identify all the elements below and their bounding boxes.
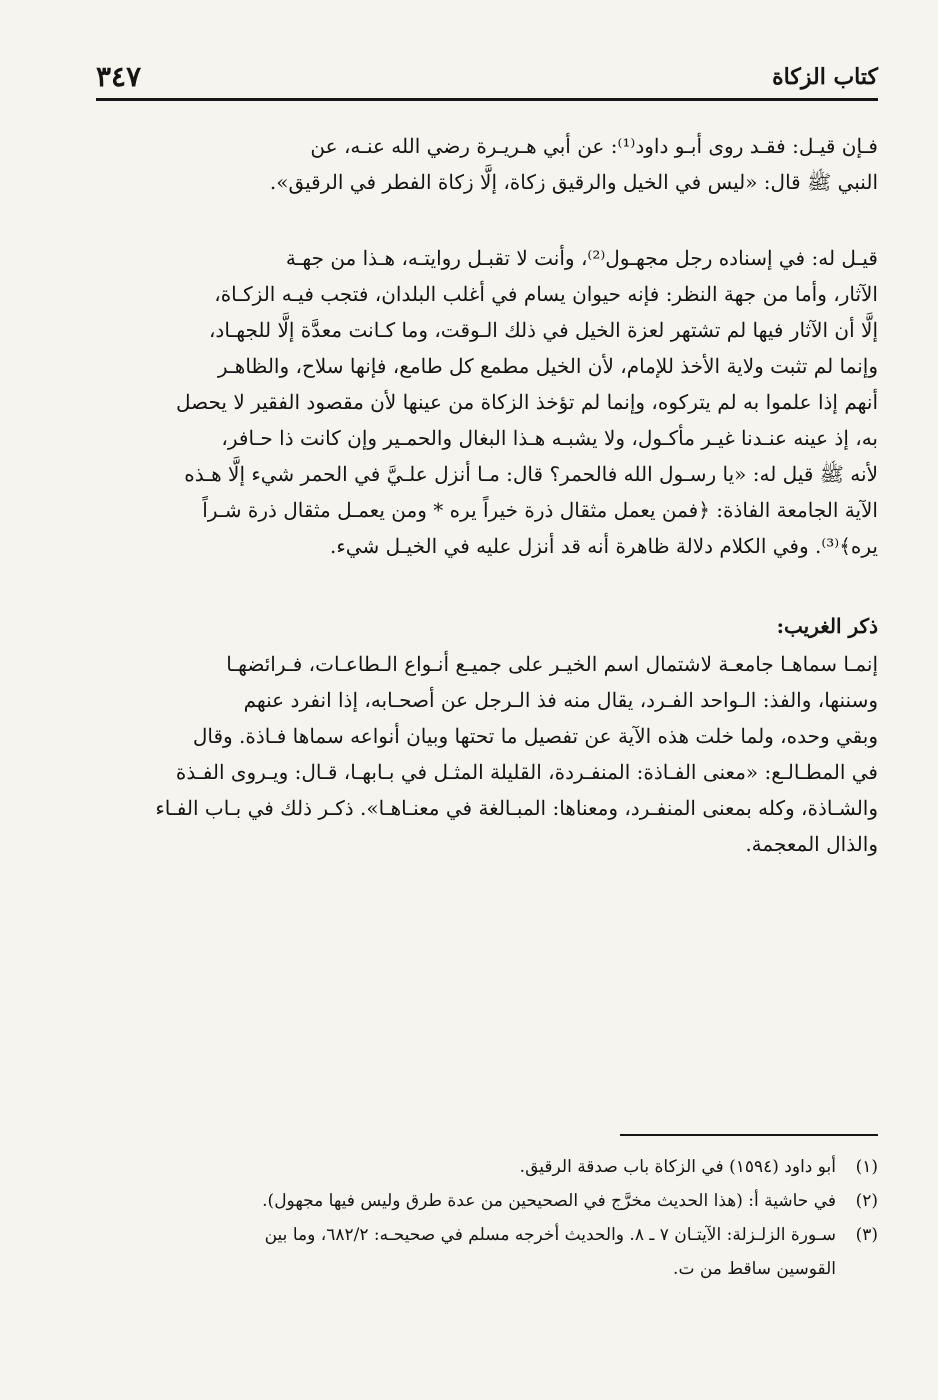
text-line: وإنما لم تثبت ولاية الأخذ للإمام، لأن الخيل مطمع كل طامع، فإنها سلاح، والظاهـر	[217, 354, 878, 378]
chapter-title: كتاب الزكاة	[772, 64, 878, 90]
main-text	[100, 128, 878, 862]
footnote-line: في حاشية أ: (هذا الحديث مخرَّج في الصحيحين من عدة طرق وليس فيها مجهول).	[262, 1191, 836, 1211]
text-line: الآثار، وأما من جهة النظر: فإنه حيوان يسام في أغلب البلدان، فتجب فيـه الزكـاة،	[214, 282, 878, 306]
section-heading: ذكر الغريب:	[776, 614, 878, 638]
paragraph-glossary	[100, 646, 878, 862]
text-line: لأنه ﷺ قيل له: «يا رسـول الله فالحمر؟ قال: مـا أنزل علـيَّ في الحمر شيء إلَّا هـذه	[184, 462, 878, 486]
footnote-3	[100, 1218, 878, 1286]
text-line: أنهم إذا علموا به لم يتركوه، وإنما لم تؤخذ الزكاة من عينها لأن مقصود الفقير لا يحصل	[176, 390, 878, 414]
text-line: إلَّا أن الآثار فيها لم تشتهر لعزة الخيل في ذلك الـوقت، وما كـانت معدَّة إلَّا للجهـاد،	[208, 318, 878, 342]
footnote-line: أبو داود (١٥٩٤) في الزكاة باب صدقة الرقيق.	[519, 1157, 836, 1177]
text-line: والشـاذة، وكله بمعنى المنفـرد، ومعناها: المبـالغة في معنـاهـا». ذكـر ذلك في بـاب الفـاء	[155, 796, 878, 820]
text-line: وبقي وحده، ولما خلت هذه الآية عن تفصيل ما تحتها وبيان أنواعه سماها فـاذة. وقال	[192, 724, 878, 748]
text-line: والذال المعجمة.	[745, 832, 878, 856]
text-line: به، إذ عينه عنـدنا غيـر مأكـول، ولا يشبـه هـذا البغال والحمـير وإن كانت ذا حـافر،	[221, 426, 878, 450]
footnote-marker: (١)	[855, 1157, 878, 1177]
footnote-1	[100, 1150, 878, 1184]
text-line: في المطـالـع: «معنى الفـاذة: المنفـردة، القليلة المثـل في بـابهـا، قـال: ويـروى الفـذة	[175, 760, 878, 784]
footnote-text	[100, 1184, 836, 1218]
footnote-text	[100, 1150, 836, 1184]
footnote-line: القوسين ساقط من ت.	[673, 1259, 836, 1279]
footnote-text	[100, 1218, 836, 1286]
text-line: يره﴾⁽³⁾. وفي الكلام دلالة ظاهرة أنه قد أنزل عليه في الخيـل شيء.	[330, 534, 878, 558]
paragraph-answer	[100, 240, 878, 564]
footnote-separator	[620, 1134, 878, 1136]
footnote-marker: (٢)	[855, 1191, 878, 1211]
footnotes	[100, 1150, 878, 1286]
header-rule	[96, 98, 878, 101]
text-line: النبي ﷺ قال: «ليس في الخيل والرقيق زكاة، إلَّا زكاة الفطر في الرقيق».	[269, 170, 878, 194]
footnote-line: سـورة الزلـزلة: الآيتـان ٧ ـ ٨. والحديث أخرجه مسلم في صحيحـه: ٦٨٢/٢، وما بين	[264, 1225, 836, 1245]
page-number: ٣٤٧	[96, 60, 142, 93]
footnote-marker: (٣)	[855, 1225, 878, 1245]
text-line: فـإن قيـل: فقـد روى أبـو داود⁽¹⁾: عن أبي هـريـرة رضي الله عنـه، عن	[310, 134, 878, 158]
paragraph-question	[100, 128, 878, 200]
text-line: إنمـا سماهـا جامعـة لاشتمال اسم الخيـر على جميـع أنـواع الـطاعـات، فـرائضهـا	[226, 652, 878, 676]
text-line: الآية الجامعة الفاذة: ﴿فمن يعمل مثقال ذرة خيراً يره * ومن يعمـل مثقال ذرة شـراً	[202, 498, 878, 522]
footnote-2	[100, 1184, 878, 1218]
text-line: وسننها، والفذ: الـواحد الفـرد، يقال منه فذ الـرجل عن أصحـابه، إذا انفرد عنهم	[243, 688, 878, 712]
page-header	[96, 56, 878, 96]
text-line: قيـل له: في إسناده رجل مجهـول⁽²⁾، وأنت لا تقبـل روايتـه، هـذا من جهـة	[285, 246, 878, 270]
